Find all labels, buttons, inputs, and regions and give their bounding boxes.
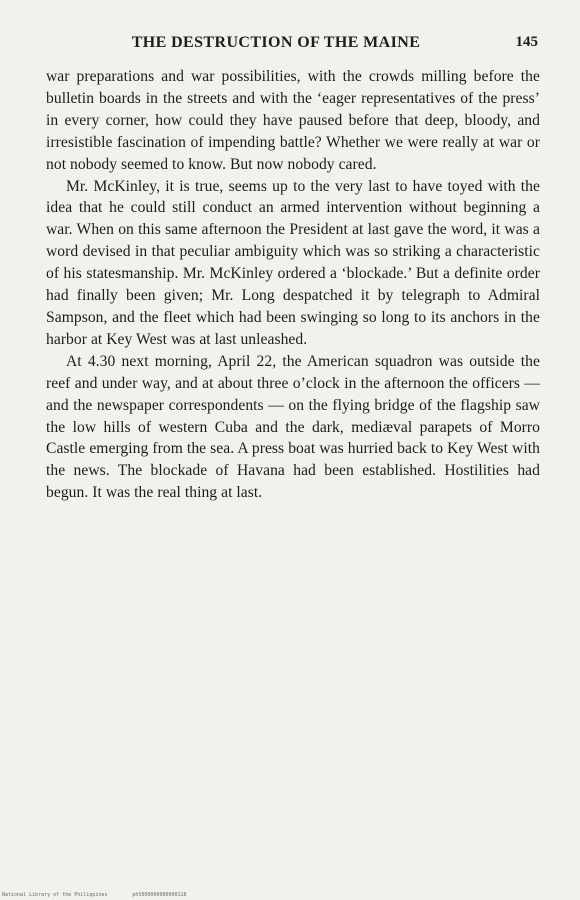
- body-text: [46, 66, 540, 504]
- scan-footer: [2, 892, 209, 898]
- running-head: [46, 34, 538, 58]
- footer-code: ph5000000000000118: [132, 892, 187, 898]
- footer-library: National Library of the Philippines: [2, 892, 108, 898]
- paragraph-mckinley: Mr. McKinley, it is true, seems up to the very last to have toyed with the idea that he could still conduct an armed intervention without beginning a war. When on this same afternoon the President at last gave the word, it was a word devised in that peculiar ambiguity which was so striking a characteristic of his statesmanship. Mr. McKinley ordered a ‘blockade.’ But a definite order had finally been given; Mr. Long despatched it by telegraph to Admiral Sampson, and the fleet which had been swinging so long to its anchors in the harbor at Key West was at last unleashed.: [46, 177, 540, 348]
- running-title: THE DESTRUCTION OF THE MAINE: [131, 34, 421, 51]
- page-number: 145: [515, 34, 538, 50]
- paragraph-squadron: At 4.30 next morning, April 22, the American squadron was outside the reef and under way, and at about three o’clock in the afternoon the officers — and the newspaper correspondents — on the flying bridge of the flagship saw the low hills of western Cuba and the dark, mediæval parapets of Morro Castle emerging from the sea. A press boat was hurried back to Key West with the news. The blockade of Havana had been established. Hostilities had begun. It was the real thing at last.: [46, 352, 540, 502]
- paragraph-continued: war preparations and war possibilities, with the crowds milling before the bulletin boards in the streets and with the ‘eager representatives of the press’ in every corner, how could they have paused before that deep, bloody, and irresistible fascination of impending battle? Whether we were really at war or not nobody seemed to know. But now nobody cared.: [46, 68, 540, 173]
